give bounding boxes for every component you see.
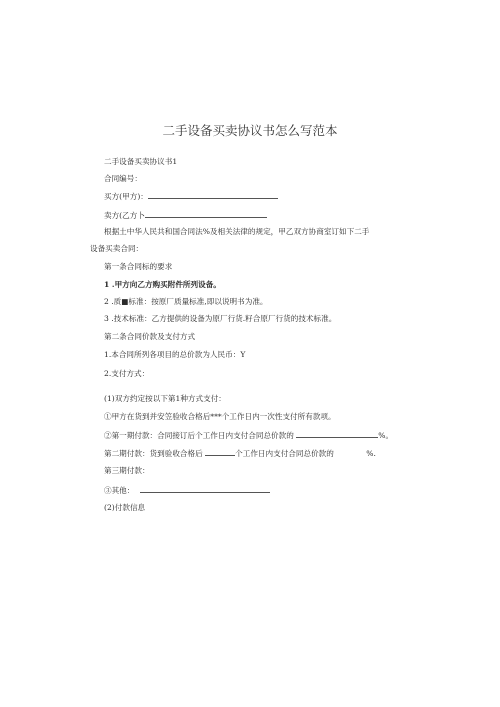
seller-line: [104, 210, 267, 221]
payment-e-blank: [140, 485, 270, 493]
payment-a: ①甲方在货到并安笠验收合格后***个工作日内一次性支付所有款项。: [104, 412, 336, 421]
payment-e-label: ③其他：: [104, 486, 135, 495]
seller-blank: [145, 210, 267, 218]
payment-info: (2)付款信息: [104, 503, 146, 512]
page-title: 二手设备买卖协议书怎么写范本: [162, 123, 338, 138]
payment-option: (1)双方约定按以下第1种方式支付：: [104, 394, 226, 403]
intro-paragraph-line2: 设备买卖合同：: [90, 244, 144, 253]
section2-item2: 2.支付方式：: [104, 369, 150, 378]
payment-b-text: ②第一期付款：合同接订后个工作日内支付合同总价款的: [104, 431, 294, 440]
section1-item1: 1 .甲方向乙方购买附件所列设备。: [104, 280, 221, 289]
payment-b-line: [104, 430, 393, 441]
seller-label: 卖方(乙方卜: [104, 211, 145, 220]
section1-title: 第一条合同标的要求: [104, 262, 173, 271]
section1-item2: 2 .质■标准：按原厂质量标准,即以说明书为准。: [104, 297, 268, 306]
section2-item1: 1.本合同所列各项目的总价款为人民币：Y: [104, 350, 246, 359]
buyer-line: [104, 191, 278, 202]
payment-d: 第三期付款：: [104, 466, 150, 475]
payment-c-blank: [205, 448, 235, 456]
payment-c-text: 第二期付款：货到验收合格后: [104, 449, 203, 458]
intro-paragraph-line1: 根据土中华人民共和国合同法%及相关法律的规定，甲乙双方协商室订如下二手: [104, 227, 370, 236]
buyer-blank: [148, 191, 278, 199]
section1-item3: 3 .技术标准：乙方提供的设备为原厂行货.籽合原厂行货的技术标准。: [104, 314, 337, 323]
section2-title: 第二条合同价款及支付方式: [104, 332, 196, 341]
payment-b-blank: [296, 430, 378, 438]
payment-b-suffix: %。: [378, 431, 394, 440]
contract-heading: 二手设备买卖协议书1: [104, 157, 178, 166]
contract-number-label: 合同编号：: [104, 174, 142, 183]
payment-c-suffix: %.: [366, 449, 376, 458]
payment-c-line: [104, 448, 376, 459]
payment-e-line: [104, 485, 270, 496]
payment-c-mid: 个工作日内支付合同总价款的: [235, 449, 334, 458]
buyer-label: 买方(甲方)：: [104, 192, 148, 201]
